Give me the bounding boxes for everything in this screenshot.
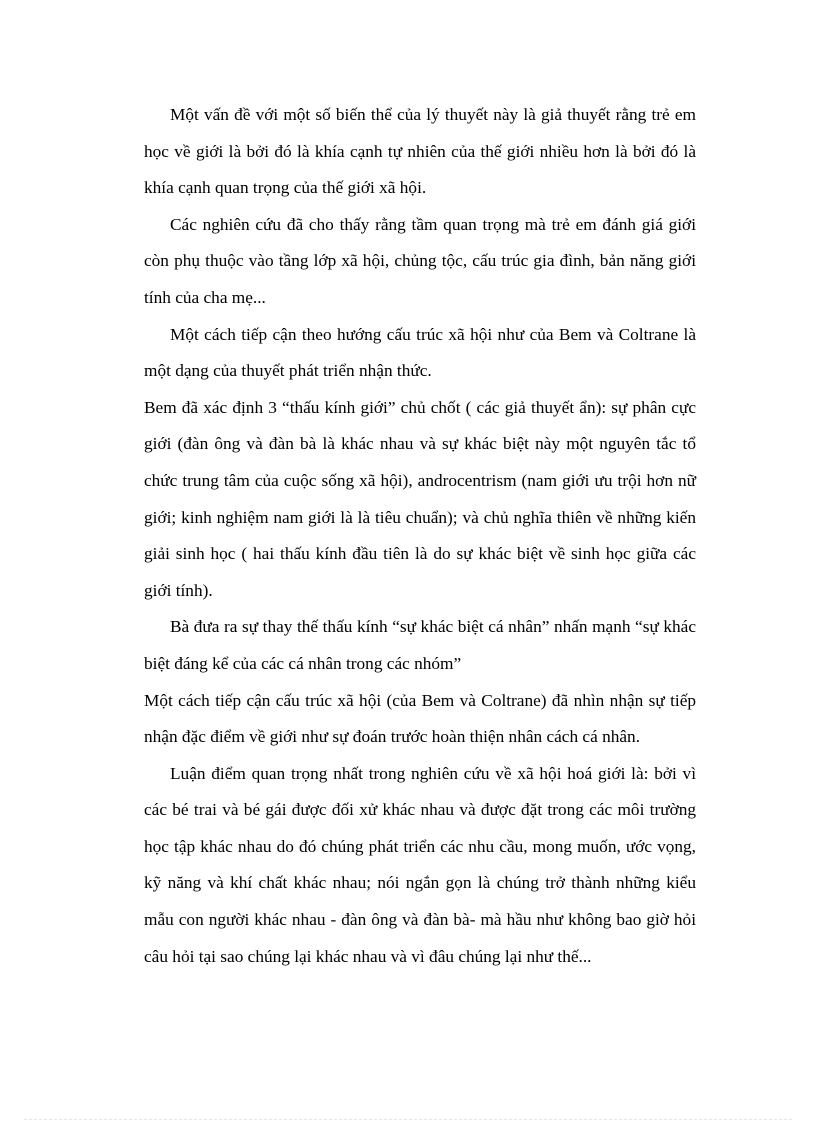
page-bottom-divider: [24, 1119, 792, 1120]
paragraph-2: Các nghiên cứu đã cho thấy rằng tầm quan trọng mà trẻ em đánh giá giới còn phụ thuộc vào tầng lớp xã hội, chủng tộc, cấu trúc gia đình, bản năng giới tính của cha mẹ...: [144, 214, 696, 307]
paragraph-3: Một cách tiếp cận theo hướng cấu trúc xã hội như của Bem và Coltrane là một dạng của thuyết phát triển nhận thức.: [144, 324, 696, 381]
paragraph-5: Bà đưa ra sự thay thế thấu kính “sự khác biệt cá nhân” nhấn mạnh “sự khác biệt đáng kể của các cá nhân trong các nhóm”: [144, 617, 696, 673]
document-body: [144, 97, 696, 975]
paragraph-6: Một cách tiếp cận cấu trúc xã hội (của Bem và Coltrane) đã nhìn nhận sự tiếp nhận đặc điểm về giới như sự đoán trước hoàn thiện nhân cách cá nhân.: [144, 690, 696, 747]
paragraph-4: Bem đã xác định 3 “thấu kính giới” chủ chốt ( các giả thuyết ẩn): sự phân cực giới (đàn ông và đàn bà là khác nhau và sự khác biệt này một nguyên tắc tổ chức trung tâm của cuộc sống xã hội), androcentrism (nam giới ưu trội hơn nữ giới; kinh nghiệm nam giới là là tiêu chuẩn); và chủ nghĩa thiên về những kiến giải sinh học ( hai thấu kính đầu tiên là do sự khác biệt về sinh học giữa các giới tính).: [144, 397, 696, 600]
paragraph-7: Luận điểm quan trọng nhất trong nghiên cứu về xã hội hoá giới là: bởi vì các bé trai và bé gái được đối xử khác nhau và được đặt trong các môi trường học tập khác nhau do đó chúng phát triển các nhu cầu, mong muốn, ước vọng, kỹ năng và khí chất khác nhau; nói ngắn gọn là chúng trở thành những kiểu mẫu con người khác nhau - đàn ông và đàn bà- mà hầu như không bao giờ hỏi câu hỏi tại sao chúng lại khác nhau và vì đâu chúng lại như thế...: [144, 763, 696, 966]
paragraph-1: Một vấn đề với một số biến thể của lý thuyết này là giả thuyết rằng trẻ em học về giới là bởi đó là khía cạnh tự nhiên của thế giới nhiều hơn là bởi đó là khía cạnh quan trọng của thế giới xã hội.: [144, 105, 696, 198]
